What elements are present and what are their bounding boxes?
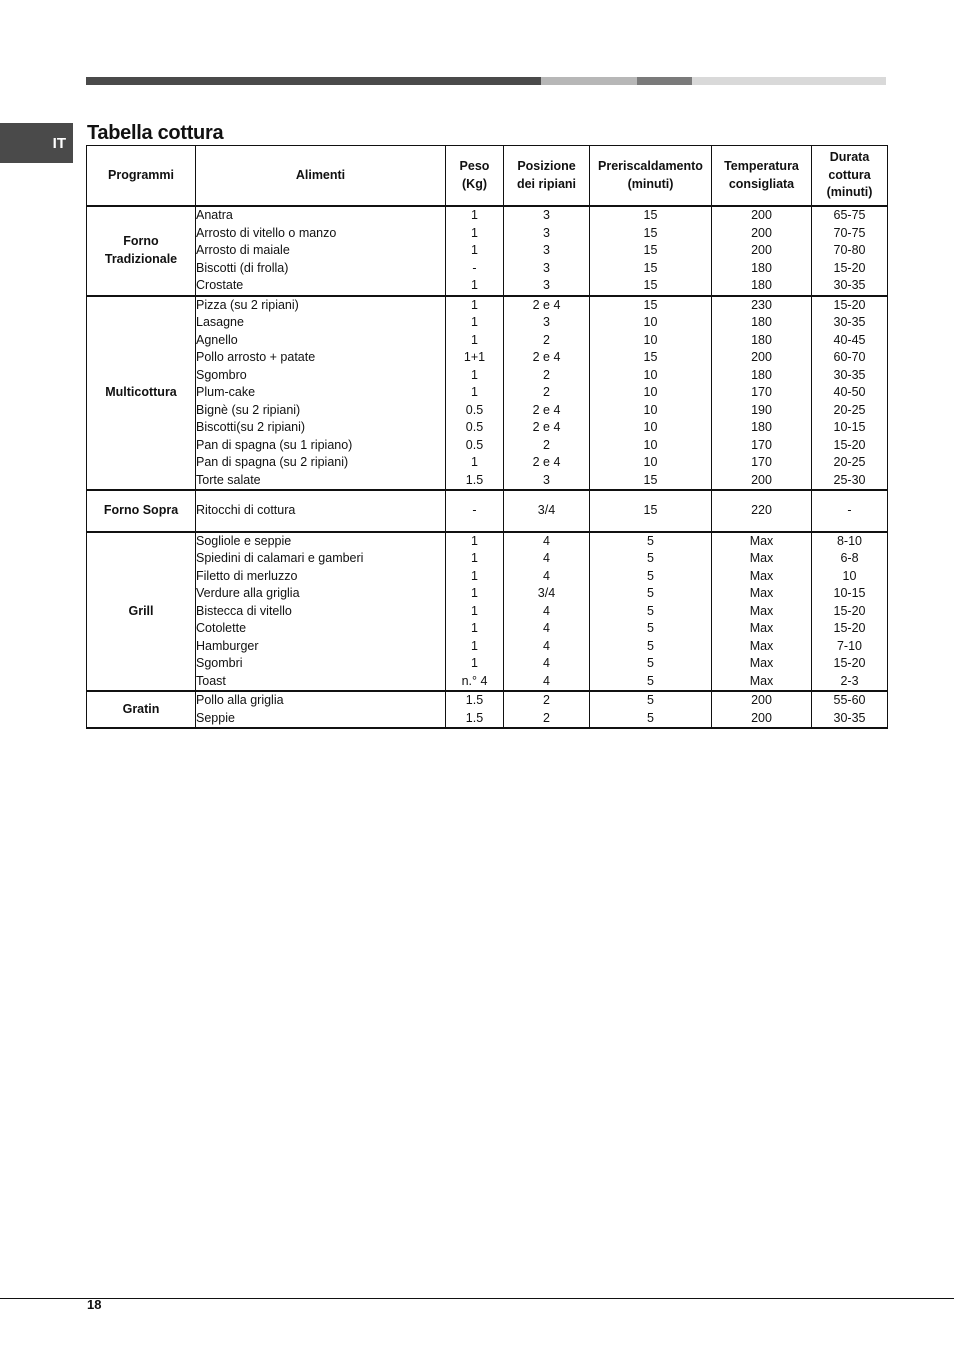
cell-value: 5 — [647, 621, 654, 635]
cell-value: Bistecca di vitello — [196, 603, 292, 618]
header-temperatura: Temperatura consigliata — [712, 146, 812, 207]
cell-value: 1 — [471, 385, 478, 399]
cell-value: 15 — [643, 260, 658, 275]
cell-value: 3/4 — [537, 503, 556, 517]
cell-value: Agnello — [196, 332, 238, 347]
header-durata: Durata cottura (minuti) — [812, 146, 888, 207]
cell-value: 15-20 — [833, 260, 866, 275]
cell-value: 30-35 — [833, 367, 866, 382]
cell-value: 4 — [543, 638, 550, 653]
cell-value: 170 — [751, 455, 772, 469]
cell-value: 180 — [751, 367, 772, 382]
cell-value: 15-20 — [833, 656, 866, 670]
food-cell — [196, 532, 446, 692]
cell-value: Max — [749, 638, 774, 653]
cell-value: 230 — [751, 297, 772, 312]
cell-value: 1 — [471, 551, 478, 565]
cell-value: - — [472, 503, 477, 517]
cell-value: 15 — [643, 472, 658, 487]
cell-value: 2 — [543, 385, 550, 399]
cell-value: 15 — [643, 350, 658, 364]
cell-value: - — [847, 503, 852, 517]
cell-value: 15 — [643, 297, 658, 312]
top-bar-segment — [541, 77, 637, 85]
cell-value: 3 — [543, 225, 550, 240]
cell-value: - — [472, 260, 477, 275]
table-row — [87, 532, 888, 692]
cell-value: Biscotti (di frolla) — [196, 260, 289, 275]
cell-value: Max — [749, 621, 774, 635]
cell-value: Max — [749, 656, 774, 670]
cell-value: Anatra — [196, 208, 233, 222]
cell-value: 2 — [543, 332, 550, 347]
posizione-cell — [504, 532, 590, 692]
cell-value: 200 — [751, 243, 772, 257]
page-title: Tabella cottura — [87, 122, 224, 144]
cell-value: 1 — [471, 297, 478, 312]
preriscaldamento-cell — [590, 691, 712, 728]
cell-value: Max — [749, 586, 774, 600]
cell-value: Plum-cake — [196, 385, 256, 399]
cell-value: 10-15 — [833, 586, 866, 600]
cell-value: 1 — [471, 568, 478, 583]
cell-value: 1 — [471, 208, 478, 222]
cell-value: 1 — [471, 603, 478, 618]
cell-value: 190 — [751, 402, 772, 417]
posizione-cell — [504, 206, 590, 296]
cell-value: 2 e 4 — [532, 297, 561, 312]
cell-value: 3 — [543, 278, 550, 292]
cooking-table — [86, 145, 888, 729]
cell-value: Pollo arrosto + patate — [196, 350, 316, 364]
cell-value: 200 — [751, 693, 772, 707]
peso-cell — [446, 532, 504, 692]
program-cell — [87, 296, 196, 491]
table-row — [87, 490, 888, 532]
cell-value: 1 — [471, 638, 478, 653]
cell-value: 2 e 4 — [532, 350, 561, 364]
cell-value: 5 — [647, 656, 654, 670]
cell-value: 4 — [543, 673, 550, 688]
cell-value: 70-75 — [833, 225, 866, 240]
cell-value: 15-20 — [833, 297, 866, 312]
cell-value: Pan di spagna (su 2 ripiani) — [196, 455, 349, 469]
cell-value: 10 — [842, 568, 857, 583]
cell-value: 10 — [643, 420, 658, 434]
cell-value: 20-25 — [833, 402, 866, 417]
program-name: Gratin — [122, 701, 160, 716]
top-bar-segment — [86, 77, 541, 85]
cell-value: 4 — [543, 656, 550, 670]
cell-value: 1 — [471, 243, 478, 257]
peso-cell — [446, 296, 504, 491]
cell-value: 10 — [643, 367, 658, 382]
preriscaldamento-cell — [590, 296, 712, 491]
cell-value: 4 — [543, 551, 550, 565]
temperatura-cell — [712, 296, 812, 491]
header-posizione: Posizione dei ripiani — [504, 146, 590, 207]
cell-value: Arrosto di maiale — [196, 243, 290, 257]
cell-value: 3 — [543, 472, 550, 487]
program-group — [87, 206, 888, 296]
cell-value: 0.5 — [465, 420, 484, 434]
cell-value: Spiedini di calamari e gamberi — [196, 551, 364, 565]
cell-value: 7-10 — [836, 638, 863, 653]
cell-value: Filetto di merluzzo — [196, 568, 298, 583]
program-group — [87, 532, 888, 692]
cell-value: 4 — [543, 603, 550, 618]
cell-value: 10 — [643, 455, 658, 469]
cell-value: 220 — [751, 503, 772, 517]
cell-value: 10 — [643, 385, 658, 399]
cell-value: 0.5 — [465, 402, 484, 417]
cell-value: 200 — [751, 225, 772, 240]
header-alimenti: Alimenti — [196, 146, 446, 207]
food-cell — [196, 691, 446, 728]
cell-value: Verdure alla griglia — [196, 586, 300, 600]
durata-cell — [812, 296, 888, 491]
cell-value: 15-20 — [833, 621, 866, 635]
header-peso: Peso (Kg) — [446, 146, 504, 207]
program-cell — [87, 206, 196, 296]
cell-value: 4 — [543, 621, 550, 635]
cell-value: 65-75 — [833, 208, 866, 222]
preriscaldamento-cell — [590, 490, 712, 532]
cell-value: Pan di spagna (su 1 ripiano) — [196, 437, 353, 452]
cell-value: Sgombri — [196, 656, 243, 670]
program-name: Forno — [123, 234, 159, 249]
cell-value: 2 — [543, 710, 550, 725]
cell-value: 15 — [643, 243, 658, 257]
cell-value: 180 — [751, 260, 772, 275]
cell-value: 3/4 — [537, 586, 556, 600]
cell-value: 1.5 — [465, 710, 484, 725]
cell-value: 1.5 — [465, 472, 484, 487]
program-cell — [87, 490, 196, 532]
cell-value: Toast — [196, 673, 226, 688]
top-bar-segment — [692, 77, 886, 85]
cell-value: 55-60 — [833, 693, 866, 707]
preriscaldamento-cell — [590, 532, 712, 692]
cell-value: 0.5 — [465, 437, 484, 452]
cell-value: 1 — [471, 586, 478, 600]
cell-value: 3 — [543, 208, 550, 222]
cell-value: 10-15 — [833, 420, 866, 434]
cell-value: 15-20 — [833, 603, 866, 618]
cell-value: 180 — [751, 315, 772, 329]
cell-value: 5 — [647, 638, 654, 653]
cell-value: 70-80 — [833, 243, 866, 257]
program-cell — [87, 691, 196, 728]
cell-value: n.° 4 — [461, 673, 488, 688]
top-color-bar — [86, 77, 886, 85]
cell-value: 2 — [543, 367, 550, 382]
program-name: Forno Sopra — [103, 503, 179, 517]
cell-value: 10 — [643, 332, 658, 347]
cell-value: 5 — [647, 710, 654, 725]
cell-value: 180 — [751, 278, 772, 292]
food-cell — [196, 296, 446, 491]
cell-value: 15 — [643, 208, 658, 222]
cell-value: Torte salate — [196, 472, 261, 487]
cell-value: 180 — [751, 420, 772, 434]
cell-value: Sgombro — [196, 367, 247, 382]
cell-value: Lasagne — [196, 315, 244, 329]
cell-value: 1 — [471, 533, 478, 548]
durata-cell — [812, 532, 888, 692]
posizione-cell — [504, 490, 590, 532]
durata-cell — [812, 206, 888, 296]
cell-value: 5 — [647, 533, 654, 548]
cell-value: 2 e 4 — [532, 402, 561, 417]
food-cell — [196, 206, 446, 296]
cell-value: 170 — [751, 437, 772, 452]
cell-value: 10 — [643, 437, 658, 452]
cell-value: 4 — [543, 533, 550, 548]
cell-value: 8-10 — [836, 533, 863, 548]
cell-value: 40-45 — [833, 332, 866, 347]
cell-value: 25-30 — [833, 472, 866, 487]
cell-value: 1 — [471, 367, 478, 382]
cell-value: 200 — [751, 472, 772, 487]
cell-value: 2 — [543, 693, 550, 707]
cell-value: Biscotti(su 2 ripiani) — [196, 420, 306, 434]
cell-value: Arrosto di vitello o manzo — [196, 225, 337, 240]
cell-value: 200 — [751, 350, 772, 364]
cell-value: 1 — [471, 656, 478, 670]
posizione-cell — [504, 691, 590, 728]
cell-value: 1 — [471, 278, 478, 292]
cell-value: 40-50 — [833, 385, 866, 399]
temperatura-cell — [712, 490, 812, 532]
cell-value: 5 — [647, 673, 654, 688]
cell-value: 2 e 4 — [532, 420, 561, 434]
table-row — [87, 206, 888, 296]
cell-value: 3 — [543, 315, 550, 329]
cell-value: Hamburger — [196, 638, 259, 653]
cell-value: 5 — [647, 693, 654, 707]
top-bar-segment — [637, 77, 692, 85]
cell-value: 2 — [543, 437, 550, 452]
program-name: Grill — [128, 603, 154, 618]
cell-value: 5 — [647, 568, 654, 583]
footer-rule — [0, 1298, 954, 1299]
cell-value: 1 — [471, 315, 478, 329]
cell-value: Cotolette — [196, 621, 247, 635]
cell-value: 180 — [751, 332, 772, 347]
program-group — [87, 691, 888, 728]
temperatura-cell — [712, 691, 812, 728]
temperatura-cell — [712, 532, 812, 692]
cell-value: Pizza (su 2 ripiani) — [196, 297, 299, 312]
program-name: Tradizionale — [104, 251, 178, 266]
cell-value: 1 — [471, 621, 478, 635]
cell-value: Max — [749, 603, 774, 618]
cell-value: 1 — [471, 455, 478, 469]
cell-value: Max — [749, 533, 774, 548]
cell-value: 3 — [543, 243, 550, 257]
cell-value: 6-8 — [840, 551, 859, 565]
cell-value: 5 — [647, 603, 654, 618]
cell-value: 1.5 — [465, 693, 484, 707]
cell-value: 1 — [471, 225, 478, 240]
posizione-cell — [504, 296, 590, 491]
cell-value: Max — [749, 568, 774, 583]
cell-value: 5 — [647, 586, 654, 600]
cell-value: 30-35 — [833, 278, 866, 292]
durata-cell — [812, 490, 888, 532]
cell-value: 5 — [647, 551, 654, 565]
peso-cell — [446, 206, 504, 296]
table-row — [87, 296, 888, 491]
header-programmi: Programmi — [87, 146, 196, 207]
cell-value: Ritocchi di cottura — [196, 503, 296, 517]
cell-value: Bignè (su 2 ripiani) — [196, 402, 301, 417]
program-group — [87, 296, 888, 491]
cell-value: 2 e 4 — [532, 455, 561, 469]
cell-value: 200 — [751, 710, 772, 725]
cell-value: Seppie — [196, 710, 235, 725]
cell-value: 15 — [643, 225, 658, 240]
temperatura-cell — [712, 206, 812, 296]
cell-value: 10 — [643, 315, 658, 329]
durata-cell — [812, 691, 888, 728]
page-number: 18 — [87, 1297, 102, 1312]
cell-value: 15 — [643, 278, 658, 292]
cell-value: 10 — [643, 402, 658, 417]
preriscaldamento-cell — [590, 206, 712, 296]
program-name: Multicottura — [105, 385, 177, 399]
program-cell — [87, 532, 196, 692]
cell-value: 1 — [471, 332, 478, 347]
peso-cell — [446, 490, 504, 532]
cell-value: 15 — [643, 503, 658, 517]
cell-value: 3 — [543, 260, 550, 275]
peso-cell — [446, 691, 504, 728]
table-row — [87, 691, 888, 728]
cell-value: Max — [749, 673, 774, 688]
cell-value: 20-25 — [833, 455, 866, 469]
cell-value: 4 — [543, 568, 550, 583]
cell-value: Pollo alla griglia — [196, 693, 284, 707]
cell-value: Sogliole e seppie — [196, 533, 292, 548]
cell-value: 30-35 — [833, 315, 866, 329]
table-header-row — [87, 146, 888, 207]
food-cell — [196, 490, 446, 532]
cell-value: 200 — [751, 208, 772, 222]
cell-value: 1+1 — [463, 350, 486, 364]
program-group — [87, 490, 888, 532]
cell-value: 2-3 — [840, 673, 859, 688]
header-preriscaldamento: Preriscaldamento (minuti) — [590, 146, 712, 207]
cell-value: Max — [749, 551, 774, 565]
cell-value: Crostate — [196, 278, 244, 292]
cell-value: 170 — [751, 385, 772, 399]
cell-value: 15-20 — [833, 437, 866, 452]
language-tab: IT — [0, 123, 73, 163]
cell-value: 30-35 — [833, 710, 866, 725]
cell-value: 60-70 — [833, 350, 866, 364]
